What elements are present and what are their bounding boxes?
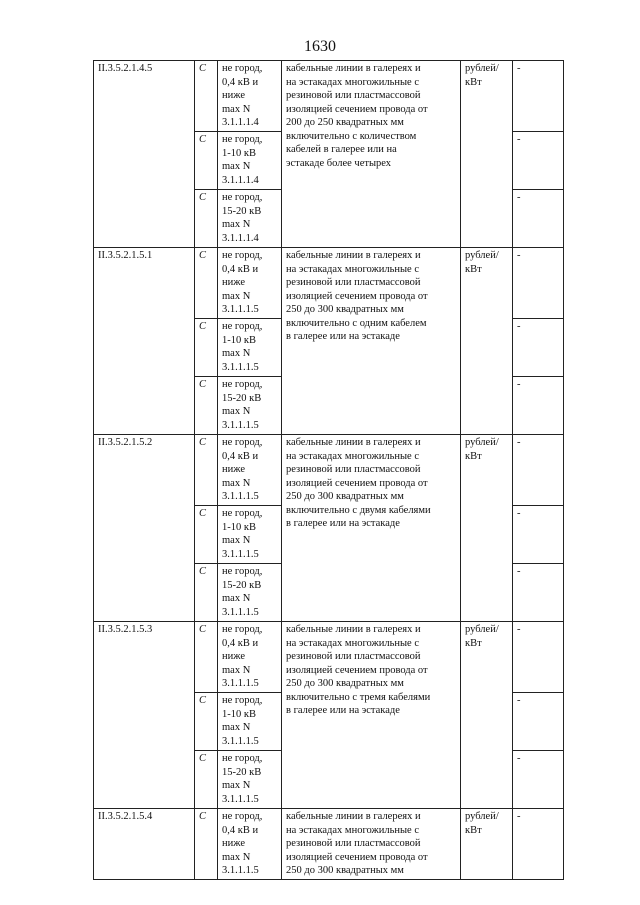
condition-cell (218, 377, 282, 435)
condition-line: 3.1.1.1.5 (222, 678, 259, 689)
tariff-table (93, 60, 564, 880)
condition-cell (218, 61, 282, 132)
condition-line: 3.1.1.1.4 (222, 117, 259, 128)
value-cell: - (513, 319, 564, 377)
table-row (94, 248, 564, 319)
value-cell: - (513, 132, 564, 190)
category-cell: С (195, 564, 218, 622)
condition-line: не город, (222, 695, 263, 706)
condition-cell (218, 506, 282, 564)
condition-line: 15-20 кВ (222, 579, 262, 591)
condition-line: не город, (222, 566, 263, 577)
value-cell: - (513, 377, 564, 435)
unit-cell (461, 248, 513, 435)
description-line: изоляцией сечением провода от (286, 477, 428, 489)
description-line: изоляцией сечением провода от (286, 290, 428, 302)
condition-line: max N (222, 161, 251, 172)
condition-line: не город, (222, 63, 263, 74)
category-cell: С (195, 61, 218, 132)
description-line: кабельные линии в галереях и (286, 811, 421, 822)
description-line: включительно с одним кабелем (286, 317, 427, 329)
condition-line: не город, (222, 134, 263, 145)
condition-line: ниже (222, 838, 246, 849)
condition-line: 0,4 кВ и (222, 76, 259, 88)
category-cell: С (195, 693, 218, 751)
unit-cell (461, 435, 513, 622)
condition-line: не город, (222, 437, 263, 448)
description-line: включительно с тремя кабелями (286, 691, 431, 703)
category-cell: С (195, 435, 218, 506)
condition-cell (218, 190, 282, 248)
description-line: кабельные линии в галереях и (286, 624, 421, 635)
description-line: изоляцией сечением провода от (286, 664, 428, 676)
condition-line: не город, (222, 508, 263, 519)
condition-line: 3.1.1.1.4 (222, 174, 259, 186)
condition-line: 0,4 кВ и (222, 824, 259, 836)
description-line: кабельные линии в галереях и (286, 63, 421, 74)
value-cell: - (513, 809, 564, 880)
table-row (94, 61, 564, 132)
description-line: 200 до 250 квадратных мм (286, 117, 404, 128)
unit-line: кВт (465, 824, 482, 836)
condition-line: max N (222, 348, 251, 359)
item-code: II.3.5.2.1.4.5 (94, 61, 195, 248)
condition-cell (218, 435, 282, 506)
condition-line: 15-20 кВ (222, 766, 262, 778)
condition-line: max N (222, 103, 251, 115)
description-line: кабельные линии в галереях и (286, 250, 421, 261)
description-line: в галерее или на эстакаде (286, 518, 400, 529)
description-line: включительно с количеством (286, 130, 417, 142)
category-cell: С (195, 248, 218, 319)
category-cell: С (195, 319, 218, 377)
category-cell: С (195, 809, 218, 880)
description-line: на эстакадах многожильные с (286, 76, 419, 88)
condition-line: не город, (222, 379, 263, 390)
condition-line: max N (222, 593, 251, 604)
unit-line: кВт (465, 637, 482, 649)
description-line: на эстакадах многожильные с (286, 824, 419, 836)
value-cell: - (513, 248, 564, 319)
condition-line: max N (222, 722, 251, 733)
category-cell: С (195, 190, 218, 248)
condition-cell (218, 751, 282, 809)
table-row (94, 435, 564, 506)
value-cell: - (513, 190, 564, 248)
condition-line: не город, (222, 753, 263, 764)
description-line: на эстакадах многожильные с (286, 450, 419, 462)
condition-cell (218, 248, 282, 319)
condition-line: 0,4 кВ и (222, 263, 259, 275)
description-cell (282, 809, 461, 880)
condition-line: max N (222, 477, 251, 489)
condition-line: ниже (222, 651, 246, 662)
value-cell: - (513, 693, 564, 751)
condition-line: не город, (222, 192, 263, 203)
value-cell: - (513, 564, 564, 622)
condition-line: 3.1.1.1.4 (222, 232, 259, 244)
description-cell (282, 622, 461, 809)
unit-line: кВт (465, 263, 482, 275)
condition-line: 3.1.1.1.5 (222, 548, 259, 560)
description-line: резиновой или пластмассовой (286, 651, 421, 662)
description-line: в галерее или на эстакаде (286, 705, 400, 716)
item-code: II.3.5.2.1.5.1 (94, 248, 195, 435)
unit-cell (461, 61, 513, 248)
condition-cell (218, 809, 282, 880)
condition-cell (218, 319, 282, 377)
condition-line: 3.1.1.1.5 (222, 735, 259, 747)
condition-line: 0,4 кВ и (222, 637, 259, 649)
condition-line: ниже (222, 277, 246, 288)
condition-line: не город, (222, 624, 263, 635)
description-line: резиновой или пластмассовой (286, 90, 421, 101)
page-number: 1630 (304, 38, 336, 55)
description-line: резиновой или пластмассовой (286, 277, 421, 288)
value-cell: - (513, 506, 564, 564)
unit-cell (461, 622, 513, 809)
unit-line: рублей/ (465, 437, 499, 448)
category-cell: С (195, 751, 218, 809)
condition-line: 3.1.1.1.5 (222, 419, 259, 431)
condition-line: 1-10 кВ (222, 334, 256, 346)
value-cell: - (513, 751, 564, 809)
condition-line: 15-20 кВ (222, 392, 262, 404)
description-line: в галерее или на эстакаде (286, 331, 400, 342)
description-line: резиновой или пластмассовой (286, 838, 421, 849)
description-line: на эстакадах многожильные с (286, 637, 419, 649)
condition-line: 3.1.1.1.5 (222, 304, 259, 315)
condition-line: 1-10 кВ (222, 708, 256, 720)
condition-cell (218, 622, 282, 693)
item-code: II.3.5.2.1.5.2 (94, 435, 195, 622)
condition-line: не город, (222, 321, 263, 332)
condition-line: 3.1.1.1.5 (222, 606, 259, 618)
condition-line: 0,4 кВ и (222, 450, 259, 462)
condition-cell (218, 693, 282, 751)
description-line: на эстакадах многожильные с (286, 263, 419, 275)
table-row (94, 809, 564, 880)
condition-cell (218, 132, 282, 190)
category-cell: С (195, 377, 218, 435)
description-line: 250 до 300 квадратных мм (286, 865, 404, 876)
description-line: резиновой или пластмассовой (286, 464, 421, 475)
condition-line: max N (222, 406, 251, 417)
condition-line: 1-10 кВ (222, 521, 256, 533)
condition-line: 3.1.1.1.5 (222, 793, 259, 805)
condition-cell (218, 564, 282, 622)
condition-line: max N (222, 535, 251, 546)
unit-line: рублей/ (465, 63, 499, 74)
condition-line: max N (222, 664, 251, 676)
description-line: 250 до 300 квадратных мм (286, 304, 404, 315)
condition-line: 1-10 кВ (222, 147, 256, 159)
description-line: кабелей в галерее или на (286, 144, 397, 155)
condition-line: ниже (222, 464, 246, 475)
item-code: II.3.5.2.1.5.4 (94, 809, 195, 880)
condition-line: 3.1.1.1.5 (222, 361, 259, 373)
condition-line: не город, (222, 811, 263, 822)
description-line: 250 до 300 квадратных мм (286, 491, 404, 502)
item-code: II.3.5.2.1.5.3 (94, 622, 195, 809)
condition-line: 3.1.1.1.5 (222, 491, 259, 502)
condition-line: max N (222, 290, 251, 302)
value-cell: - (513, 435, 564, 506)
value-cell: - (513, 61, 564, 132)
condition-line: 15-20 кВ (222, 205, 262, 217)
value-cell: - (513, 622, 564, 693)
description-line: 250 до 300 квадратных мм (286, 678, 404, 689)
condition-line: не город, (222, 250, 263, 261)
description-cell (282, 61, 461, 248)
description-cell (282, 435, 461, 622)
unit-cell (461, 809, 513, 880)
condition-line: max N (222, 851, 251, 863)
condition-line: 3.1.1.1.5 (222, 865, 259, 876)
condition-line: max N (222, 219, 251, 230)
unit-line: рублей/ (465, 624, 499, 635)
unit-line: рублей/ (465, 811, 499, 822)
condition-line: max N (222, 780, 251, 791)
unit-line: кВт (465, 450, 482, 462)
unit-line: кВт (465, 76, 482, 88)
description-line: кабельные линии в галереях и (286, 437, 421, 448)
table-row (94, 622, 564, 693)
condition-line: ниже (222, 90, 246, 101)
tariff-table-body (94, 61, 564, 880)
description-line: изоляцией сечением провода от (286, 851, 428, 863)
category-cell: С (195, 622, 218, 693)
unit-line: рублей/ (465, 250, 499, 261)
category-cell: С (195, 132, 218, 190)
description-line: включительно с двумя кабелями (286, 504, 431, 516)
description-line: изоляцией сечением провода от (286, 103, 428, 115)
description-cell (282, 248, 461, 435)
category-cell: С (195, 506, 218, 564)
description-line: эстакаде более четырех (286, 157, 392, 169)
